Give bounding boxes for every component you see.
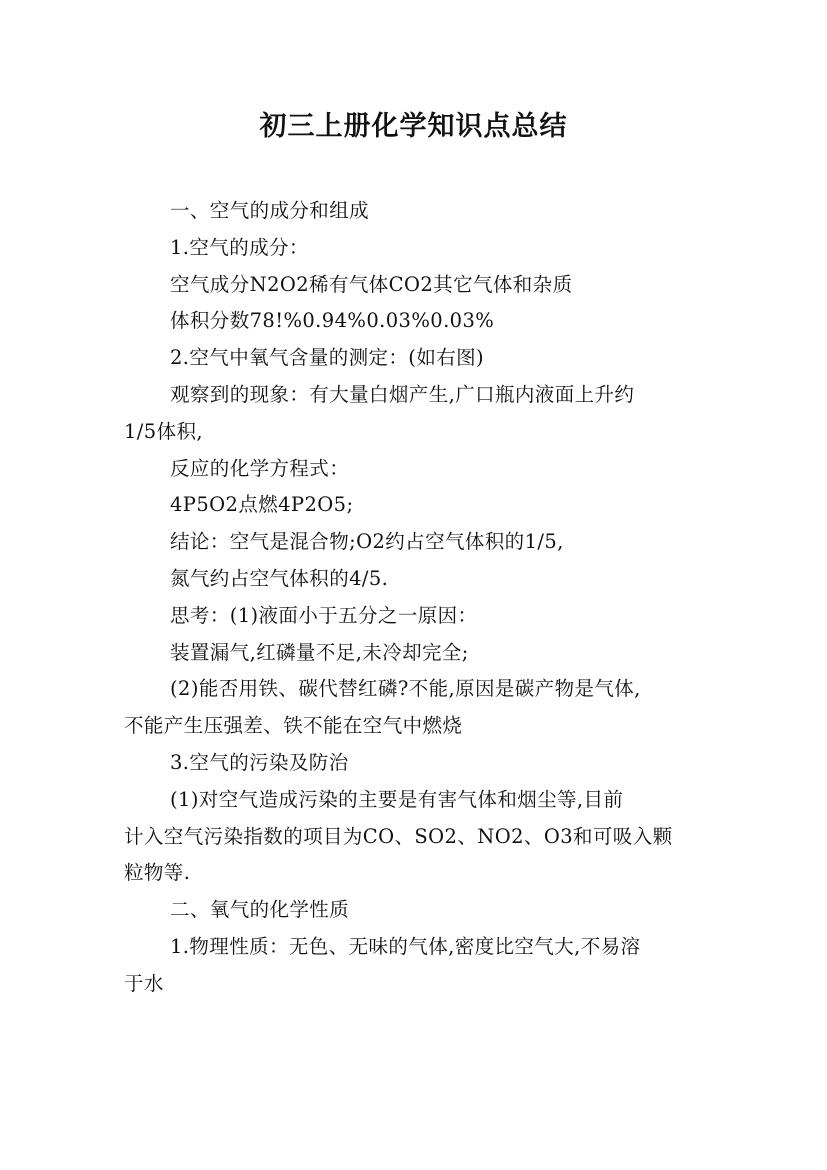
text-line: 不能产生压强差、铁不能在空气中燃烧 bbox=[124, 714, 463, 738]
text-line: 1.物理性质：无色、无味的气体,密度比空气大,不易溶 bbox=[170, 934, 641, 958]
section-heading-air bbox=[124, 193, 714, 230]
section-heading-oxygen bbox=[124, 892, 714, 929]
text-line: 3.空气的污染及防治 bbox=[170, 750, 349, 774]
text-line: (1)对空气造成污染的主要是有害气体和烟尘等,目前 bbox=[170, 787, 624, 811]
text-line: 2.空气中氧气含量的测定：(如右图) bbox=[170, 346, 485, 370]
document-body bbox=[124, 193, 714, 1003]
text-line: 1/5体积, bbox=[124, 419, 203, 443]
text-line: 体积分数78!%0.94%0.03%0.03% bbox=[170, 309, 495, 333]
text-line: 计入空气污染指数的项目为CO、SO2、NO2、O3和可吸入颗 bbox=[124, 824, 673, 848]
paragraph bbox=[124, 671, 714, 745]
page-title: 初三上册化学知识点总结 bbox=[259, 111, 568, 142]
text-line: 装置漏气,红磷量不足,未冷却完全; bbox=[170, 640, 469, 664]
text-line: 粒物等. bbox=[124, 861, 191, 885]
subheading-air-composition bbox=[124, 230, 714, 267]
text-line: 于水 bbox=[124, 971, 164, 995]
paragraph bbox=[124, 267, 714, 304]
text-line: 一、空气的成分和组成 bbox=[170, 199, 370, 222]
text-line: 氮气约占空气体积的4/5. bbox=[170, 566, 389, 590]
text-line: (2)能否用铁、碳代替红磷?不能,原因是碳产物是气体, bbox=[170, 677, 641, 701]
text-line: 4P5O2点燃4P2O5; bbox=[170, 493, 354, 517]
text-line: 反应的化学方程式： bbox=[170, 456, 350, 480]
paragraph bbox=[124, 635, 714, 672]
text-line: 思考：(1)液面小于五分之一原因： bbox=[170, 603, 478, 627]
paragraph bbox=[124, 929, 714, 1003]
paragraph bbox=[124, 451, 714, 488]
paragraph bbox=[124, 561, 714, 598]
paragraph bbox=[124, 782, 714, 892]
text-line: 二、氧气的化学性质 bbox=[170, 898, 350, 922]
equation bbox=[124, 487, 714, 524]
subheading-air-pollution bbox=[124, 745, 714, 782]
paragraph bbox=[124, 303, 714, 340]
paragraph bbox=[124, 598, 714, 635]
text-line: 结论：空气是混合物;O2约占空气体积的1/5, bbox=[170, 530, 564, 554]
text-line: 观察到的现象：有大量白烟产生,广口瓶内液面上升约 bbox=[170, 382, 635, 406]
subheading-oxygen-measurement bbox=[124, 340, 714, 377]
text-line: 空气成分N2O2稀有气体CO2其它气体和杂质 bbox=[170, 272, 573, 296]
paragraph bbox=[124, 377, 714, 451]
paragraph bbox=[124, 524, 714, 561]
text-line: 1.空气的成分： bbox=[170, 235, 309, 259]
